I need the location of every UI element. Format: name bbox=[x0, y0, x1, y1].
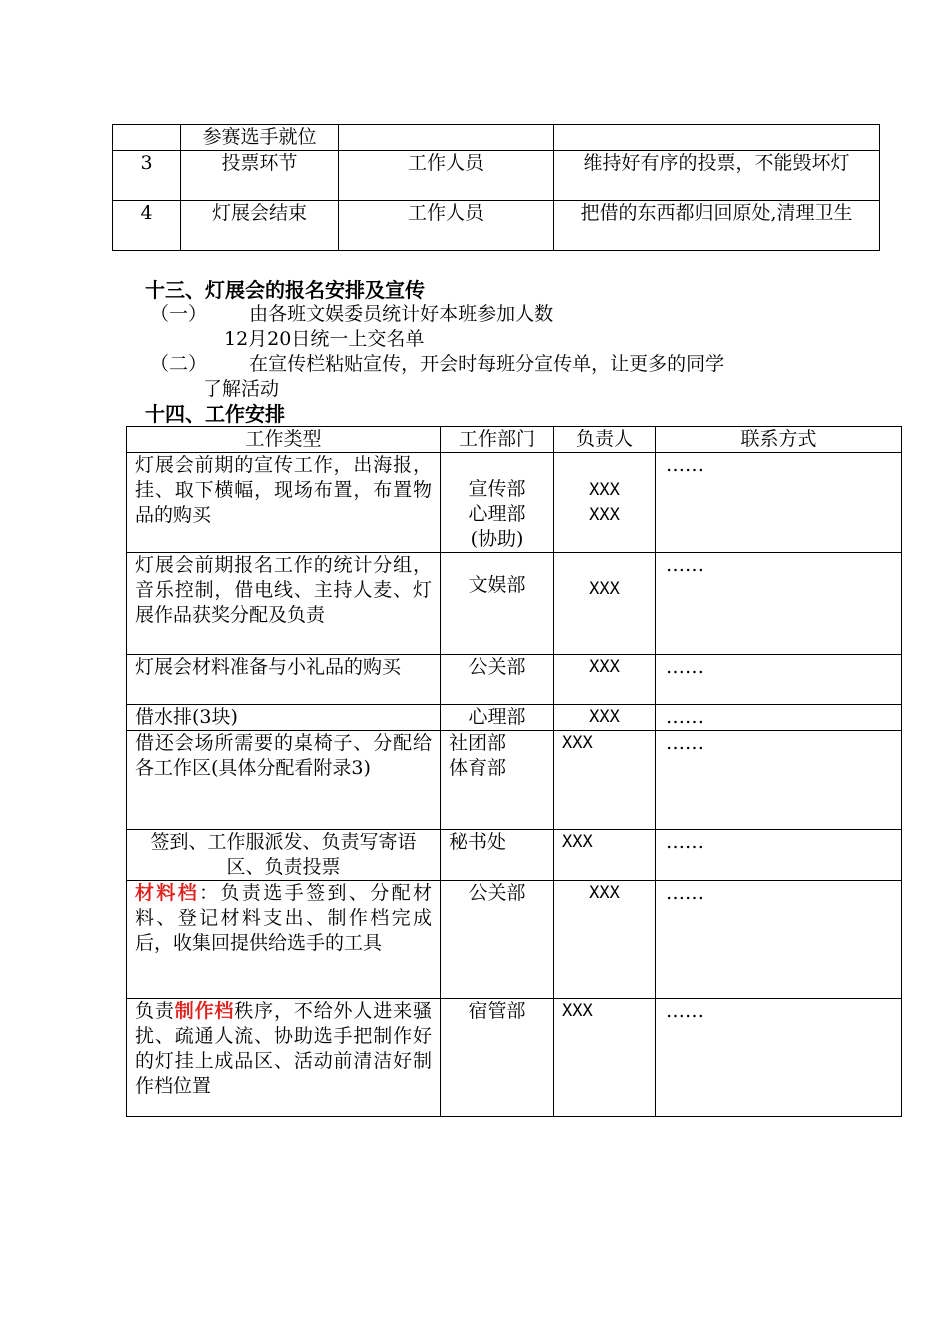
contact-cell: …… bbox=[656, 881, 902, 999]
header-contact: 联系方式 bbox=[656, 427, 902, 453]
section-13-title: 十三、灯展会的报名安排及宣传 bbox=[145, 278, 425, 302]
lead-cell: XXX bbox=[554, 705, 656, 731]
lead-cell: XXX bbox=[554, 881, 656, 999]
table-header-row bbox=[127, 427, 902, 453]
highlight-text: 材料档 bbox=[135, 882, 200, 904]
note-cell bbox=[554, 125, 880, 151]
task-cell: 灯展会前期报名工作的统计分组，音乐控制，借电线、主持人麦、灯展作品获奖分配及负责 bbox=[127, 553, 441, 655]
contact-cell: …… bbox=[656, 453, 902, 553]
lead-cell: XXX bbox=[554, 830, 656, 881]
row-number: 3 bbox=[113, 151, 181, 201]
header-dept: 工作部门 bbox=[441, 427, 554, 453]
section-13-item-2-sub: 了解活动 bbox=[203, 378, 280, 400]
work-table bbox=[126, 426, 902, 1117]
person-cell: 工作人员 bbox=[339, 151, 554, 201]
task-cell: 灯展会前期的宣传工作，出海报，挂、取下横幅，现场布置，布置物品的购买 bbox=[127, 453, 441, 553]
dept-cell: 公关部 bbox=[441, 881, 554, 999]
contact-cell: …… bbox=[656, 731, 902, 830]
table-row bbox=[127, 731, 902, 830]
schedule-table bbox=[112, 124, 880, 251]
table-row bbox=[127, 705, 902, 731]
lead-cell: XXX bbox=[554, 553, 656, 655]
task-prefix: 负责 bbox=[135, 1000, 175, 1022]
task-cell: 签到、工作服派发、负责写寄语区、负责投票 bbox=[127, 830, 441, 881]
contact-cell: …… bbox=[656, 830, 902, 881]
table-row bbox=[113, 201, 880, 251]
dept-cell: 公关部 bbox=[441, 655, 554, 705]
table-row bbox=[127, 655, 902, 705]
row-number: 4 bbox=[113, 201, 181, 251]
dept-cell: 宿管部 bbox=[441, 999, 554, 1117]
table-row bbox=[127, 881, 902, 999]
row-number bbox=[113, 125, 181, 151]
task-text: 秩序，不给外人进来骚扰、疏通人流、协助选手把制作好的灯挂上成品区、活动前清洁好制作档位置 bbox=[135, 1000, 432, 1097]
section-13-item-1-sub: 12月20日统一上交名单 bbox=[224, 328, 425, 350]
table-row bbox=[127, 553, 902, 655]
event-cell: 参赛选手就位 bbox=[181, 125, 339, 151]
item-text: 在宣传栏粘贴宣传，开会时每班分宣传单，让更多的同学 bbox=[249, 353, 725, 375]
task-cell bbox=[127, 881, 441, 999]
header-lead: 负责人 bbox=[554, 427, 656, 453]
dept-cell: 社团部 体育部 bbox=[441, 731, 554, 830]
task-cell bbox=[127, 999, 441, 1117]
section-14-title: 十四、工作安排 bbox=[145, 402, 285, 426]
table-row bbox=[127, 999, 902, 1117]
event-cell: 灯展会结束 bbox=[181, 201, 339, 251]
lead-cell: XXX XXX bbox=[554, 453, 656, 553]
lead-cell: XXX bbox=[554, 655, 656, 705]
task-text: ：负责选手签到、分配材料、登记材料支出、制作档完成后，收集回提供给选手的工具 bbox=[135, 882, 432, 954]
dept-cell: 心理部 bbox=[441, 705, 554, 731]
item-text: 由各班文娱委员统计好本班参加人数 bbox=[249, 303, 554, 325]
lead-cell: XXX bbox=[554, 731, 656, 830]
note-cell: 把借的东西都归回原处,清理卫生 bbox=[554, 201, 880, 251]
section-13-item-2 bbox=[150, 352, 724, 377]
dept-cell: 秘书处 bbox=[441, 830, 554, 881]
table-row bbox=[113, 125, 880, 151]
contact-cell: …… bbox=[656, 553, 902, 655]
task-cell: 灯展会材料准备与小礼品的购买 bbox=[127, 655, 441, 705]
contact-cell: …… bbox=[656, 705, 902, 731]
dept-cell: 文娱部 bbox=[441, 553, 554, 655]
table-row bbox=[127, 453, 902, 553]
highlight-text: 制作档 bbox=[174, 1000, 235, 1022]
contact-cell: …… bbox=[656, 999, 902, 1117]
item-number: （一） bbox=[150, 303, 208, 325]
dept-cell: 宣传部 心理部 (协助) bbox=[441, 453, 554, 553]
task-cell: 借还会场所需要的桌椅子、分配给各工作区(具体分配看附录3) bbox=[127, 731, 441, 830]
contact-cell: …… bbox=[656, 655, 902, 705]
item-number: （二） bbox=[150, 353, 208, 375]
person-cell: 工作人员 bbox=[339, 201, 554, 251]
event-cell: 投票环节 bbox=[181, 151, 339, 201]
note-cell: 维持好有序的投票，不能毁坏灯 bbox=[554, 151, 880, 201]
lead-cell: XXX bbox=[554, 999, 656, 1117]
person-cell bbox=[339, 125, 554, 151]
header-task: 工作类型 bbox=[127, 427, 441, 453]
table-row bbox=[127, 830, 902, 881]
table-row bbox=[113, 151, 880, 201]
task-cell: 借水排(3块) bbox=[127, 705, 441, 731]
section-13-item-1 bbox=[150, 302, 553, 327]
